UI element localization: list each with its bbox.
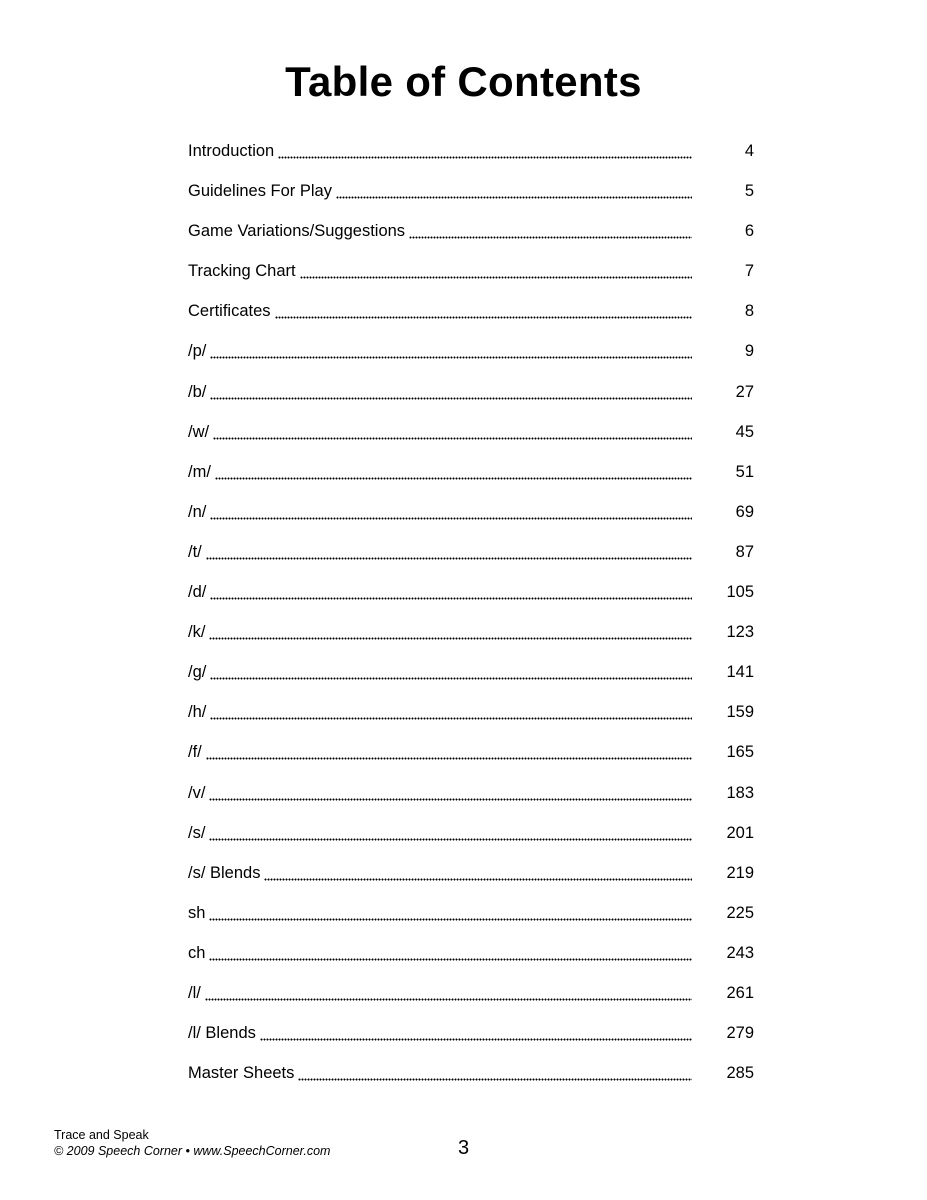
toc-entry-label: /p/ — [188, 342, 207, 361]
toc-entry-label: /m/ — [188, 462, 211, 481]
toc-entry-page-number: 219 — [726, 863, 754, 882]
toc-entry-page-number: 4 — [744, 142, 754, 160]
toc-entry — [188, 822, 754, 862]
toc-entry — [188, 381, 754, 421]
toc-dot-leader — [210, 597, 692, 600]
footer-copyright: © 2009 Speech Corner • www.SpeechCorner.com — [54, 1144, 331, 1158]
toc-entry — [188, 581, 754, 621]
toc-entry — [188, 461, 754, 501]
toc-entry — [188, 1062, 754, 1102]
toc-entry-page-number: 243 — [726, 943, 754, 962]
toc-entry-label: ch — [188, 943, 206, 962]
toc-entry — [188, 942, 754, 982]
toc-entry-label: /d/ — [188, 583, 207, 602]
toc-entry — [188, 621, 754, 661]
page-number: 3 — [457, 1137, 470, 1159]
toc-entry — [188, 140, 754, 180]
toc-dot-leader — [209, 637, 692, 640]
toc-entry — [188, 541, 754, 581]
toc-entry-label: /v/ — [188, 783, 206, 802]
toc-entry-page-number: 183 — [726, 783, 754, 802]
toc-dot-leader — [275, 316, 692, 319]
toc-entry — [188, 741, 754, 781]
toc-entry-label: /b/ — [188, 382, 207, 401]
toc-entry — [188, 340, 754, 380]
toc-dot-leader — [278, 156, 692, 159]
toc-entry-label: /f/ — [188, 743, 202, 762]
toc-dot-leader — [210, 717, 692, 720]
toc-dot-leader — [260, 1038, 692, 1041]
toc-dot-leader — [409, 236, 692, 239]
toc-entry-label: Tracking Chart — [188, 262, 296, 281]
toc-entry-page-number: 9 — [744, 342, 754, 361]
toc-dot-leader — [210, 677, 692, 680]
toc-entry-page-number: 87 — [735, 542, 754, 561]
toc-entry-label: /h/ — [188, 703, 207, 722]
toc-dot-leader — [298, 1078, 692, 1081]
toc-entry-label: /w/ — [188, 422, 210, 441]
toc-entry-page-number: 105 — [726, 583, 754, 602]
toc-entry-label: /k/ — [188, 623, 206, 642]
toc-entry-label: /n/ — [188, 502, 207, 521]
footer-book-title: Trace and Speak — [54, 1128, 149, 1142]
toc-entry-page-number: 141 — [726, 663, 754, 682]
toc-entry-page-number: 45 — [735, 422, 754, 441]
toc-entry-page-number: 123 — [726, 623, 754, 642]
toc-entry-page-number: 69 — [735, 502, 754, 521]
toc-dot-leader — [205, 998, 692, 1001]
toc-entry — [188, 300, 754, 340]
toc-entry — [188, 501, 754, 541]
toc-dot-leader — [213, 437, 692, 440]
toc-entry-page-number: 225 — [726, 903, 754, 922]
toc-entry — [188, 421, 754, 461]
toc-dot-leader — [209, 798, 692, 801]
toc-dot-leader — [209, 838, 692, 841]
toc-dot-leader — [210, 356, 692, 359]
toc-entry-page-number: 7 — [744, 262, 754, 281]
toc-entry-page-number: 51 — [735, 462, 754, 481]
page-title: Table of Contents — [285, 58, 642, 105]
toc-dot-leader — [206, 757, 692, 760]
toc-entry — [188, 902, 754, 942]
toc-entry — [188, 661, 754, 701]
toc-dot-leader — [209, 958, 692, 961]
toc-entry-page-number: 8 — [744, 302, 754, 321]
toc-entry-page-number: 285 — [726, 1064, 754, 1083]
toc-entry-page-number: 201 — [726, 823, 754, 842]
toc-entry-label: /l/ — [188, 983, 201, 1002]
toc-entry-page-number: 261 — [726, 983, 754, 1002]
toc-dot-leader — [209, 918, 692, 921]
toc-entry-label: Introduction — [188, 142, 275, 160]
toc-entry-label: /t/ — [188, 542, 202, 561]
toc-entry-page-number: 279 — [726, 1024, 754, 1043]
toc-entry — [188, 982, 754, 1022]
toc-entry-label: Guidelines For Play — [188, 182, 332, 201]
toc-dot-leader — [215, 477, 692, 480]
toc-entry — [188, 782, 754, 822]
toc-entry — [188, 1022, 754, 1062]
toc-entry — [188, 862, 754, 902]
toc-entry — [188, 260, 754, 300]
toc-dot-leader — [210, 397, 692, 400]
toc-dot-leader — [264, 878, 692, 881]
toc-entry-page-number: 159 — [726, 703, 754, 722]
toc-dot-leader — [206, 557, 692, 560]
toc-dot-leader — [300, 276, 692, 279]
toc-entry — [188, 180, 754, 220]
toc-entry-page-number: 6 — [744, 222, 754, 241]
toc-entry-label: Game Variations/Suggestions — [188, 222, 406, 241]
toc-entry — [188, 701, 754, 741]
toc-entry-page-number: 165 — [726, 743, 754, 762]
table-of-contents — [188, 140, 754, 1102]
toc-entry — [188, 220, 754, 260]
toc-dot-leader — [210, 517, 692, 520]
toc-entry-label: Certificates — [188, 302, 271, 321]
toc-entry-page-number: 27 — [735, 382, 754, 401]
toc-entry-label: /s/ — [188, 823, 206, 842]
toc-dot-leader — [336, 196, 692, 199]
toc-entry-page-number: 5 — [744, 182, 754, 201]
toc-entry-label: /l/ Blends — [188, 1024, 256, 1043]
toc-entry-label: /g/ — [188, 663, 207, 682]
toc-entry-label: Master Sheets — [188, 1064, 295, 1083]
toc-entry-label: /s/ Blends — [188, 863, 261, 882]
toc-entry-label: sh — [188, 903, 206, 922]
